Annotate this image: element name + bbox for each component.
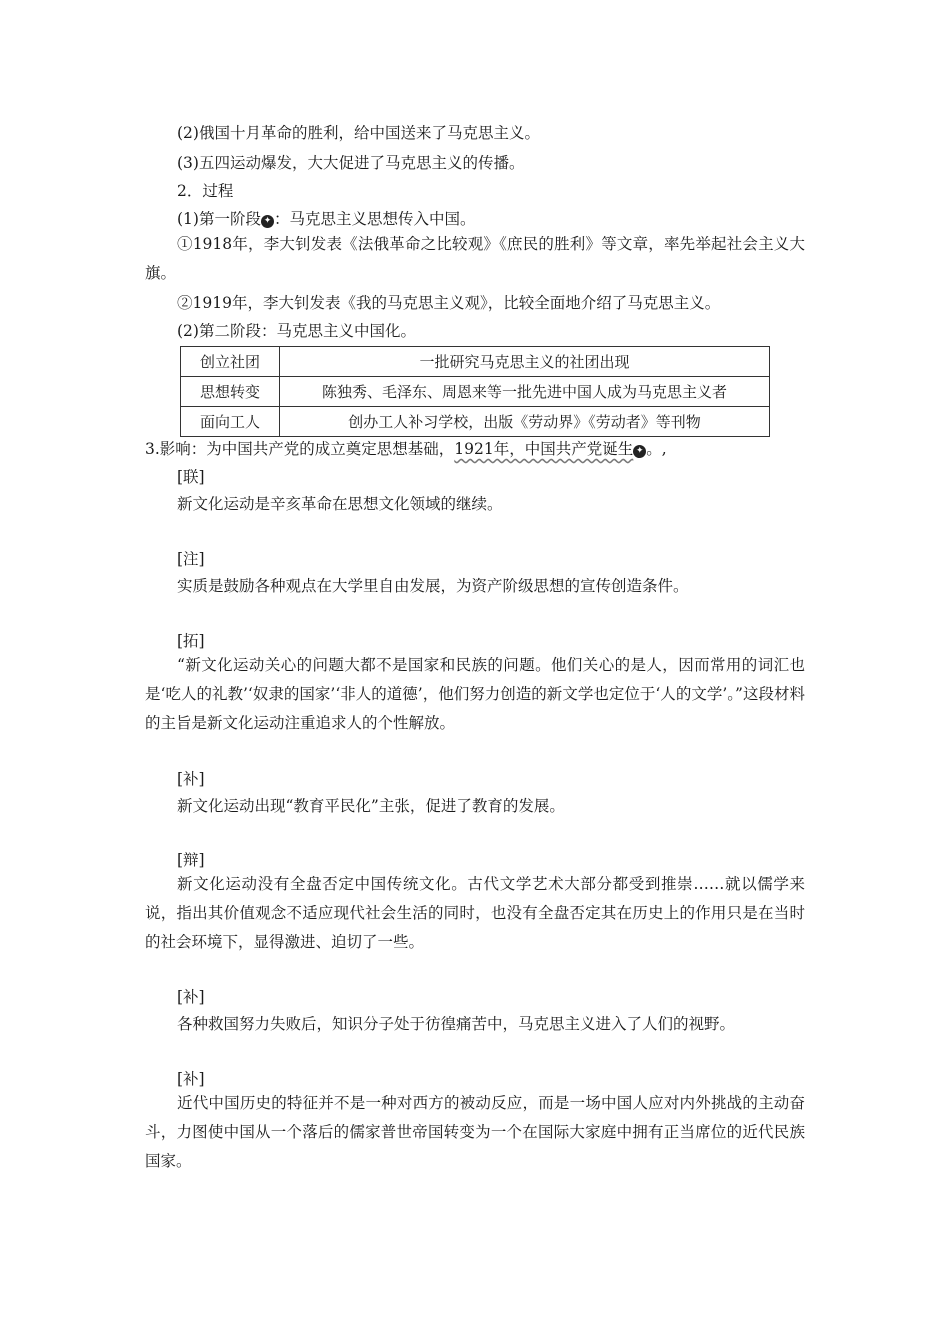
stage-1-point-2: ②1919年，李大钊发表《我的马克思主义观》，比较全面地介绍了马克思主义。 xyxy=(177,294,721,312)
table-row xyxy=(181,347,770,377)
table-cell-value: 陈独秀、毛泽东、周恩来等一批先进中国人成为马克思主义者 xyxy=(280,377,770,407)
influence-text: 3.影响：为中国共产党的成立奠定思想基础， xyxy=(145,440,455,458)
note-tag: [补] xyxy=(177,1070,205,1088)
stage-1 xyxy=(177,208,475,230)
table-row xyxy=(181,407,770,437)
note-marker-icon: ✦ xyxy=(633,445,646,458)
table-cell-key: 创立社团 xyxy=(181,347,280,377)
note-tag: [补] xyxy=(177,988,205,1006)
note-text: 新文化运动出现“教育平民化”主张，促进了教育的发展。 xyxy=(177,797,565,815)
note-tag: [注] xyxy=(177,550,205,568)
influence-tail: 。, xyxy=(646,440,667,458)
table-row xyxy=(181,377,770,407)
note-tag: [补] xyxy=(177,770,205,788)
stage-1-point-1: ①1918年，李大钊发表《法俄革命之比较观》《庶民的胜利》等文章，率先举起社会主义大旗。 xyxy=(145,235,805,282)
influence-line xyxy=(145,438,667,460)
stage-1-text: ：马克思主义思想传入中国。 xyxy=(273,210,476,228)
cause-3: (3)五四运动爆发，大大促进了马克思主义的传播。 xyxy=(177,154,525,172)
process-heading: 2．过程 xyxy=(177,182,234,200)
note-text: 各种救国努力失败后，知识分子处于彷徨痛苦中，马克思主义进入了人们的视野。 xyxy=(177,1015,736,1033)
note-tag: [辩] xyxy=(177,851,205,869)
cause-2: (2)俄国十月革命的胜利，给中国送来了马克思主义。 xyxy=(177,124,540,142)
note-text: 新文化运动没有全盘否定中国传统文化。古代文学艺术大部分都受到推崇……就以儒学来说，指出其价值观念不适应现代社会生活的同时，也没有全盘否定其在历史上的作用只是在当时的社会环境下，显得激进、迫切了一些。 xyxy=(145,875,805,951)
table-cell-value: 一批研究马克思主义的社团出现 xyxy=(280,347,770,377)
stage-2-table xyxy=(180,346,770,437)
note-text: 近代中国历史的特征并不是一种对西方的被动反应，而是一场中国人应对内外挑战的主动奋斗，力图使中国从一个落后的儒家普世帝国转变为一个在国际大家庭中拥有正当席位的近代民族国家。 xyxy=(145,1094,805,1170)
table-cell-key: 面向工人 xyxy=(181,407,280,437)
note-tag: [联] xyxy=(177,468,205,486)
table-cell-key: 思想转变 xyxy=(181,377,280,407)
stage-1-label: (1)第一阶段 xyxy=(177,210,261,228)
note-text: “新文化运动关心的问题大都不是国家和民族的问题。他们关心的是人，因而常用的词汇也是‘吃人的礼教’‘奴隶的国家’‘非人的道德’，他们努力创造的新文学也定位于‘人的文学’。”这段材料的主旨是新文化运动注重追求人的个性解放。 xyxy=(145,656,805,732)
note-marker-icon: ✦ xyxy=(261,215,274,228)
stage-2: (2)第二阶段：马克思主义中国化。 xyxy=(177,322,416,340)
influence-highlight: 1921年，中国共产党诞生 xyxy=(454,440,634,458)
table-cell-value: 创办工人补习学校，出版《劳动界》《劳动者》等刊物 xyxy=(280,407,770,437)
note-text: 新文化运动是辛亥革命在思想文化领域的继续。 xyxy=(177,495,503,513)
note-text: 实质是鼓励各种观点在大学里自由发展，为资产阶级思想的宣传创造条件。 xyxy=(177,577,689,595)
note-tag: [拓] xyxy=(177,632,205,650)
